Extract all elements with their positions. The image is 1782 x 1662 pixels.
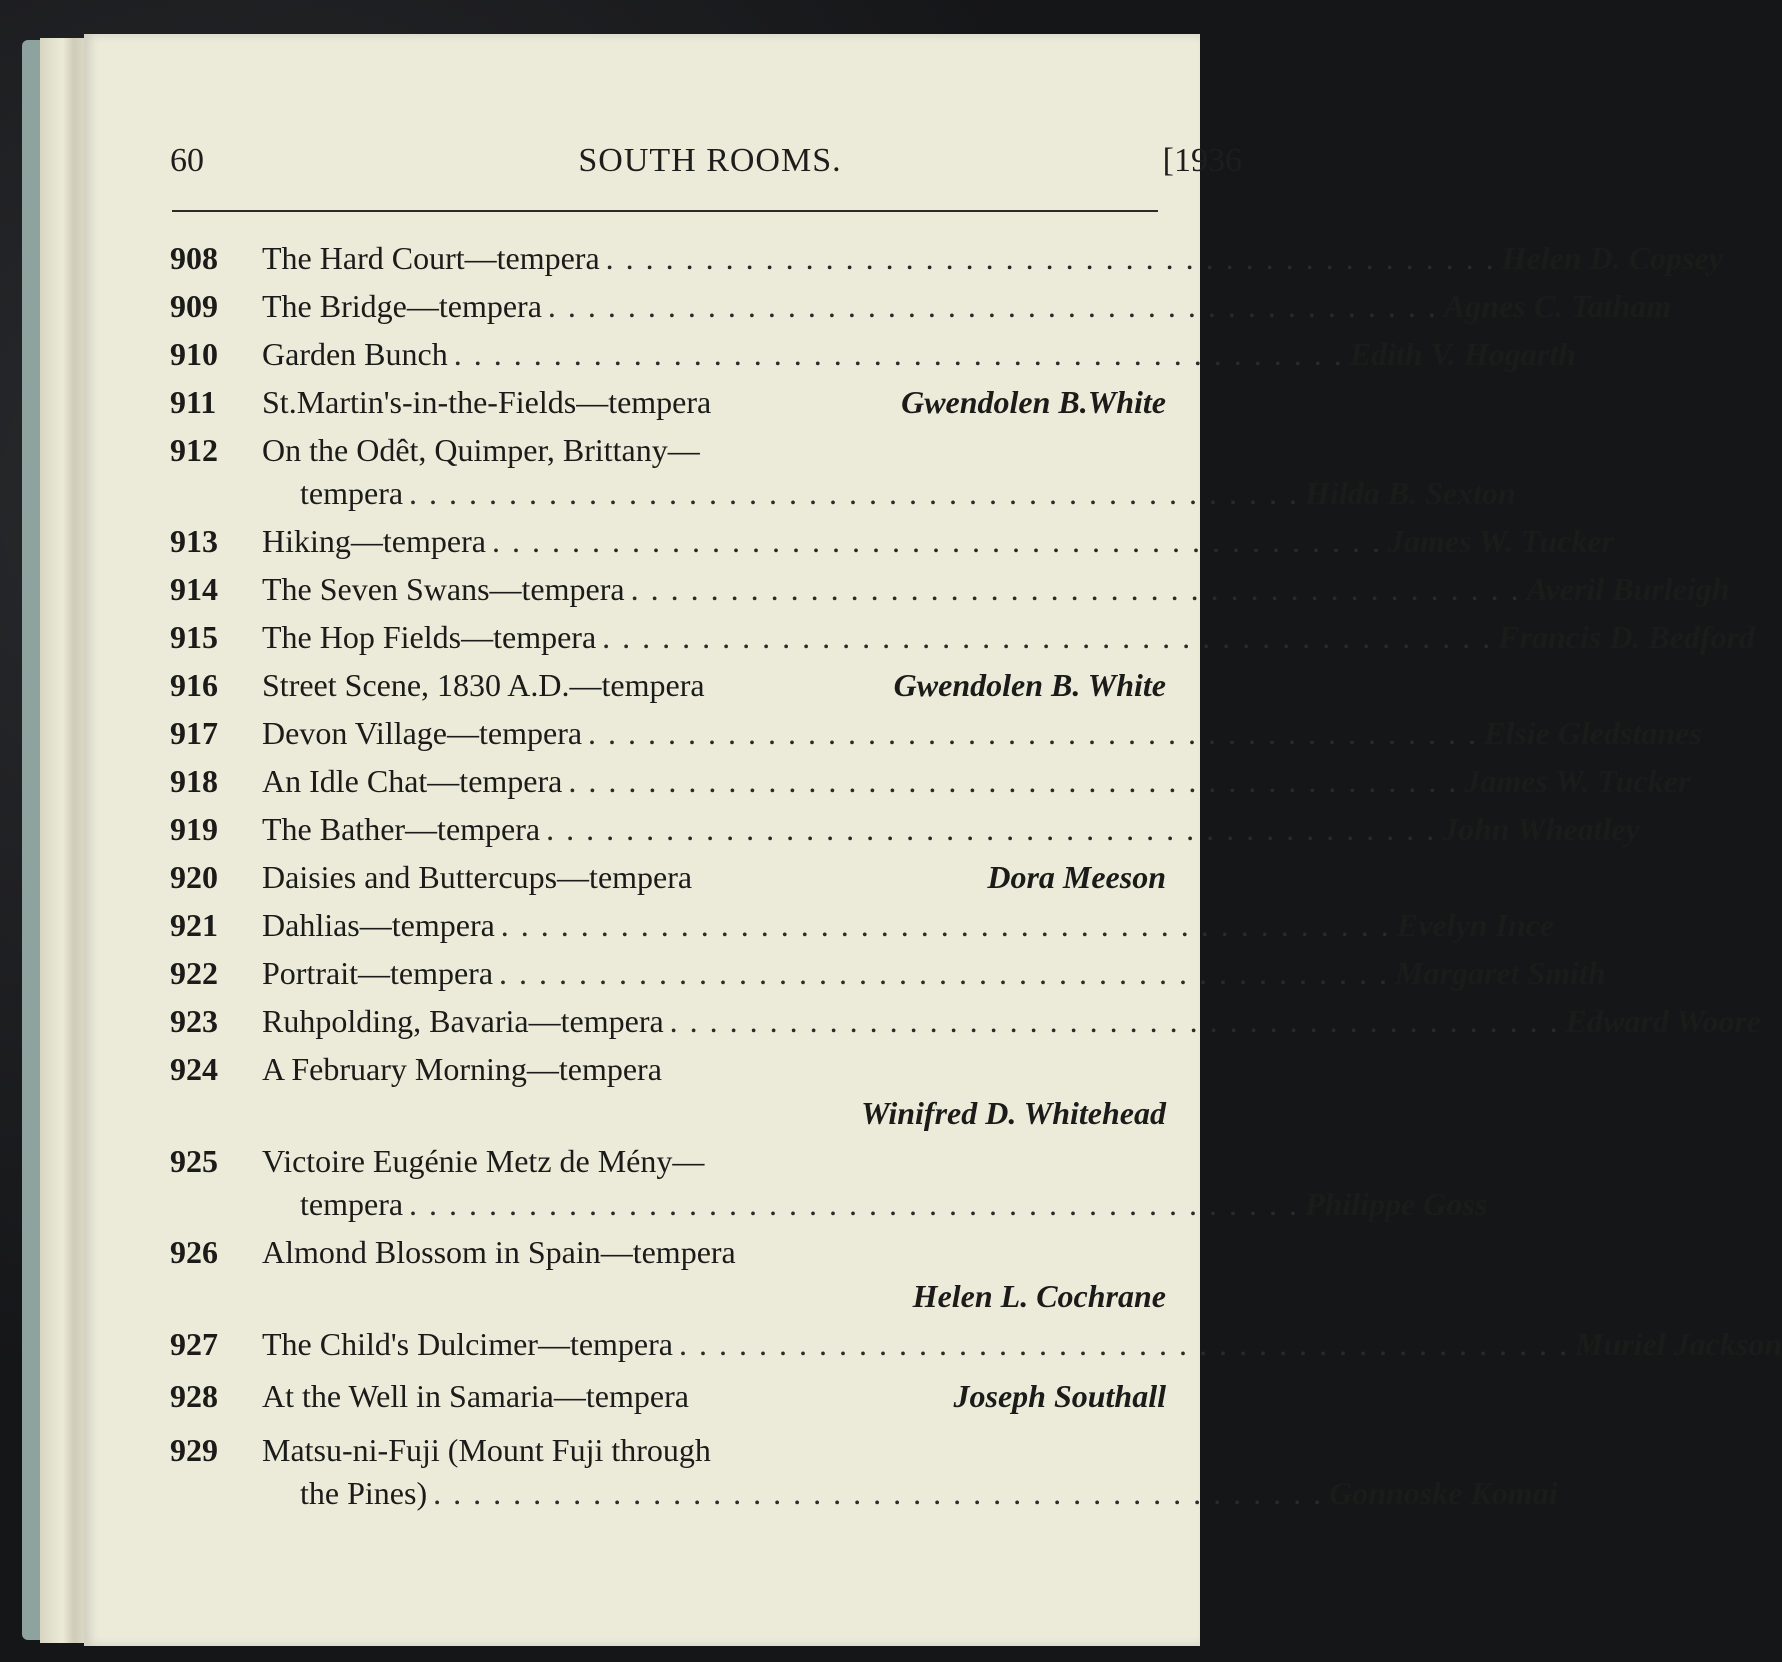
entry-number: 918 [170,763,218,799]
entry-number: 929 [170,1432,218,1468]
list-item [170,949,1606,997]
entry-number: 923 [170,1003,218,1039]
leader-dots [606,234,1496,282]
entry-artist: Agnes C. Tatham [1443,288,1672,324]
list-item [170,426,1516,517]
entry-artist: Edith V. Hogarth [1349,336,1576,372]
entry-number: 910 [170,336,218,372]
list-item [170,565,1730,613]
list-item [170,853,1166,901]
list-item [170,1228,1166,1320]
list-item [170,709,1702,757]
list-item [170,1426,1558,1517]
entry-number: 917 [170,715,218,751]
entry-number: 915 [170,619,218,655]
entry-artist: Elsie Gledstanes [1484,715,1702,751]
leader-dots [631,565,1521,613]
entry-artist: Averil Burleigh [1526,571,1730,607]
entry-artist: Joseph Southall [953,1378,1166,1414]
leader-dots [546,805,1436,853]
entry-title: Devon Village—tempera [262,715,583,751]
entry-artist: Winifred D. Whitehead [861,1095,1166,1131]
entry-artist: Helen L. Cochrane [912,1278,1166,1314]
entry-number: 920 [170,859,218,895]
entry-number: 912 [170,432,218,468]
entry-number: 924 [170,1051,218,1087]
entry-artist: Gwendolen B. White [893,667,1166,703]
entry-title: The Bridge—tempera [262,288,542,324]
entry-title: At the Well in Samaria—tempera [262,1378,689,1414]
list-item [170,330,1576,378]
entry-artist: Edward Woore [1565,1003,1761,1039]
list-item [170,661,1166,709]
entry-number: 911 [170,384,217,420]
entry-title: Portrait—tempera [262,955,494,991]
entry-title: The Hop Fields—tempera [262,619,597,655]
leader-dots [409,1180,1299,1228]
entry-title: Almond Blossom in Spain—tempera [262,1234,736,1270]
entry-artist: John Wheatley [1442,811,1640,847]
entry-title-continued: the Pines) [300,1475,428,1511]
leader-dots [568,757,1458,805]
entry-artist: Gwendolen B.White [901,384,1166,420]
list-item [170,805,1640,853]
entry-number: 914 [170,571,218,607]
entry-artist: Margaret Smith [1395,955,1606,991]
entry-number: 909 [170,288,218,324]
leader-dots [670,997,1560,1045]
entry-title: On the Odêt, Quimper, Brittany— [262,432,700,468]
entry-title: Daisies and Buttercups—tempera [262,859,693,895]
leader-dots [679,1320,1569,1368]
entry-title: The Hard Court—tempera [262,240,600,276]
leader-dots [548,282,1438,330]
entry-number: 926 [170,1234,218,1270]
list-item [170,901,1555,949]
entry-artist: Francis D. Bedford [1498,619,1756,655]
list-item [170,517,1614,565]
list-item [170,378,1166,426]
entry-artist: Muriel Jackson [1574,1326,1782,1362]
entry-number: 913 [170,523,218,559]
running-header [170,142,1250,202]
entry-number: 928 [170,1378,218,1414]
entry-artist: Hilda B. Sexton [1305,475,1516,511]
entry-list [170,234,1782,1517]
entry-title: Dahlias—tempera [262,907,495,943]
leader-dots [433,1469,1323,1517]
entry-title: St.Martin's-in-the-Fields—tempera [262,384,712,420]
entry-title: Garden Bunch [262,336,448,372]
entry-artist: Helen D. Copsey [1501,240,1723,276]
leader-dots [454,330,1344,378]
entry-number: 922 [170,955,218,991]
entry-number: 927 [170,1326,218,1362]
catalogue-page [84,34,1782,1646]
list-item [170,757,1691,805]
entry-title: A February Morning—tempera [262,1051,662,1087]
entry-title: Matsu-ni-Fuji (Mount Fuji through [262,1432,711,1468]
entry-title: The Seven Swans—tempera [262,571,625,607]
entry-number: 925 [170,1143,218,1179]
entry-title: Hiking—tempera [262,523,486,559]
leader-dots [409,469,1299,517]
list-item [170,997,1761,1045]
entry-title: Victoire Eugénie Metz de Mény— [262,1143,705,1179]
entry-title: An Idle Chat—tempera [262,763,563,799]
entry-title: Street Scene, 1830 A.D.—tempera [262,667,705,703]
list-item [170,1045,1166,1137]
entry-artist: James W. Tucker [1387,523,1614,559]
entry-title: The Child's Dulcimer—tempera [262,1326,673,1362]
list-item [170,282,1672,330]
entry-title-continued: tempera [300,1186,404,1222]
section-title: SOUTH ROOMS. [578,142,842,179]
page-number: 60 [170,142,204,179]
leader-dots [501,901,1391,949]
entry-number: 916 [170,667,218,703]
entry-artist: James W. Tucker [1464,763,1691,799]
entry-number: 921 [170,907,218,943]
entry-title: Ruhpolding, Bavaria—tempera [262,1003,664,1039]
list-item [170,1137,1488,1228]
leader-dots [492,517,1382,565]
leader-dots [499,949,1389,997]
leader-dots [588,709,1478,757]
year-label: [1936 [1162,142,1242,179]
entry-title-continued: tempera [300,475,404,511]
list-item [170,1320,1782,1368]
entry-artist: Philippe Goss [1305,1186,1488,1222]
list-item [170,234,1723,282]
entry-number: 908 [170,240,218,276]
leader-dots [602,613,1492,661]
entry-number: 919 [170,811,218,847]
entry-artist: Evelyn Ince [1396,907,1555,943]
list-item [170,613,1756,661]
entry-title: The Bather—tempera [262,811,541,847]
entry-artist: Dora Meeson [987,859,1166,895]
header-rule [172,210,1158,212]
entry-artist: Gonnoske Komai [1329,1475,1558,1511]
list-item [170,1372,1166,1420]
